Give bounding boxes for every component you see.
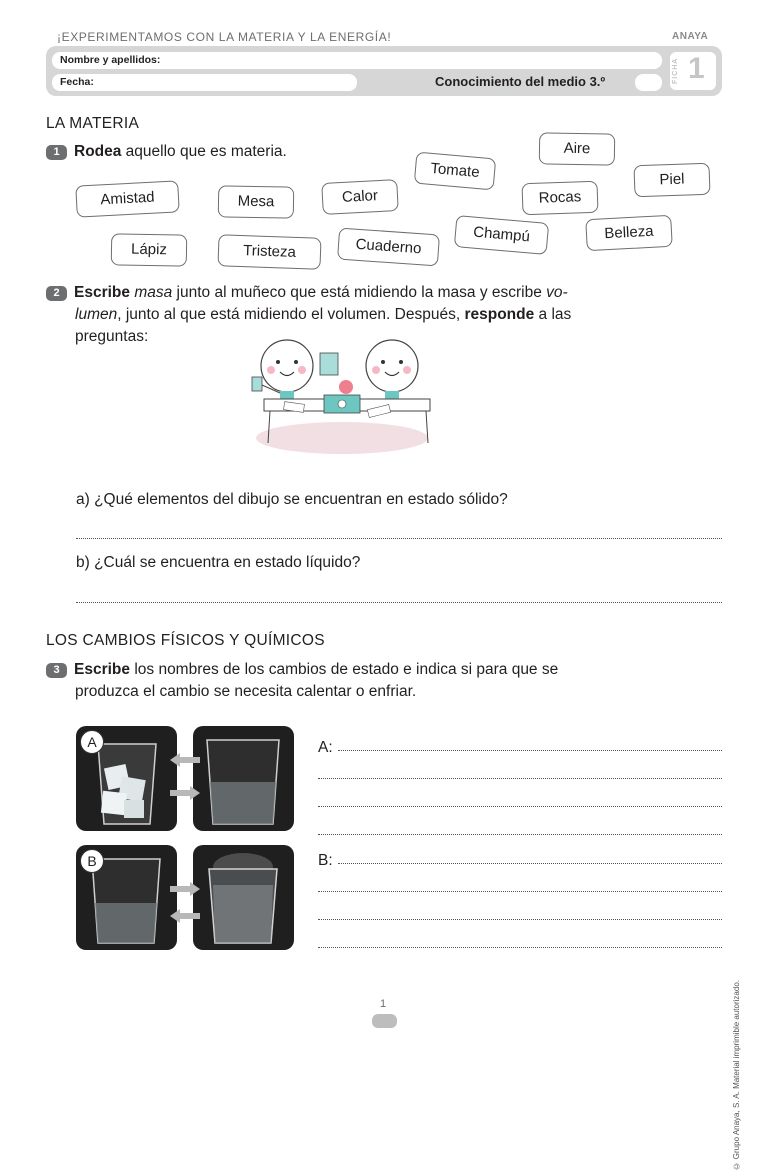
word-tag[interactable]: Calor (321, 179, 399, 215)
instruction-text: , junto al que está midiendo el volumen. Después, (117, 306, 465, 323)
vapor (213, 885, 273, 943)
photo-label-b: B (80, 849, 104, 873)
word-tag[interactable]: Tomate (414, 152, 496, 191)
exercise-number-badge: 1 (46, 145, 67, 160)
cheek (403, 366, 411, 374)
answer-line-a3[interactable] (318, 806, 722, 807)
word-tag[interactable]: Champú (454, 215, 549, 255)
arrow-right-icon (170, 786, 200, 800)
instruction-line (46, 304, 626, 326)
arrow-left-icon (170, 753, 200, 767)
answer-line-a4[interactable] (318, 834, 722, 835)
instruction-verb: Escribe (74, 661, 131, 678)
word-tag[interactable]: Cuaderno (337, 228, 440, 267)
instruction-text: junto al muñeco que está midiendo la masa y escribe (172, 284, 547, 301)
word-tag[interactable]: Amistad (75, 180, 180, 217)
ficha-label: FICHA (672, 58, 679, 84)
instruction-line (46, 659, 646, 681)
exercise-1-instruction (46, 141, 287, 163)
date-label: Fecha: (60, 76, 94, 88)
eye (399, 360, 403, 364)
page-tab (372, 1014, 397, 1028)
question-b: b) ¿Cuál se encuentra en estado líquido? (76, 554, 361, 571)
instruction-italic: lumen (75, 306, 118, 323)
word-tag[interactable]: Lápiz (111, 233, 188, 266)
word-tag[interactable]: Tristeza (217, 234, 321, 270)
exercise-number-badge: 2 (46, 286, 67, 301)
ice-cube (101, 791, 127, 815)
grade-box (635, 74, 662, 91)
instruction-italic: masa (134, 284, 173, 301)
arrow-right-icon (170, 882, 200, 896)
apple-icon (339, 380, 353, 394)
instruction-verb: responde (464, 306, 535, 323)
subject-label: Conocimiento del medio 3.º (435, 74, 606, 89)
instruction-verb: Escribe (74, 284, 131, 301)
answer-line-b4[interactable] (318, 947, 722, 948)
instruction-line (46, 282, 626, 304)
question-a: a) ¿Qué elementos del dibujo se encuentran en estado sólido? (76, 491, 508, 508)
water (210, 782, 276, 824)
steam-glass-icon (193, 845, 294, 950)
word-tag[interactable]: Mesa (218, 185, 295, 218)
ficha-number: 1 (688, 52, 705, 85)
instruction-text: los nombres de los cambios de estado e indica si para que se (130, 661, 559, 678)
word-tag[interactable]: Rocas (521, 181, 598, 216)
answer-line-a2[interactable] (318, 778, 722, 779)
word-tag[interactable]: Aire (539, 132, 616, 165)
answer-line-b[interactable] (76, 602, 722, 603)
scale-dial (338, 400, 346, 408)
answer-line-b3[interactable] (318, 919, 722, 920)
answer-line-b1[interactable] (338, 863, 722, 864)
section-title-cambios: LOS CAMBIOS FÍSICOS Y QUÍMICOS (46, 632, 325, 649)
eye (381, 360, 385, 364)
exercise-number-badge: 3 (46, 663, 67, 678)
floor-shadow (256, 422, 428, 454)
instruction-verb: Rodea (74, 143, 122, 160)
instruction-line: produzca el cambio se necesita calentar o enfriar. (75, 683, 417, 700)
answer-label-a: A: (318, 739, 333, 756)
arrow-left-icon (170, 909, 200, 923)
eye (276, 360, 280, 364)
cheek (372, 366, 380, 374)
page-number: 1 (380, 998, 387, 1010)
kid-right-head (366, 340, 418, 392)
answer-line-a[interactable] (76, 538, 722, 539)
worksheet-unit-title: ¡EXPERIMENTAMOS CON LA MATERIA Y LA ENERGÍA! (57, 30, 392, 44)
word-tag[interactable]: Belleza (585, 215, 673, 251)
copyright-credit: © Grupo Anaya, S. A. Material imprimible autorizado. (732, 980, 741, 1170)
date-field[interactable] (52, 74, 357, 91)
eye (294, 360, 298, 364)
water-glass-icon (193, 726, 294, 831)
water (95, 903, 157, 943)
photo-label-a: A (80, 730, 104, 754)
instruction-line: preguntas: (75, 328, 149, 345)
answer-label-b: B: (318, 852, 333, 869)
answer-line-a1[interactable] (338, 750, 722, 751)
name-field[interactable] (52, 52, 662, 69)
glass-icon (252, 377, 262, 391)
instruction-text: a las (534, 306, 572, 323)
kid-left-head (261, 340, 313, 392)
publisher-logo: ANAYA (672, 31, 709, 42)
measuring-jug-icon (320, 353, 338, 375)
instruction-italic: vo- (546, 284, 568, 301)
name-label: Nombre y apellidos: (60, 54, 161, 66)
photo-steam-glass (193, 845, 294, 950)
photo-water-glass (193, 726, 294, 831)
cheek (298, 366, 306, 374)
cheek (267, 366, 275, 374)
answer-line-b2[interactable] (318, 891, 722, 892)
instruction-text: aquello que es materia. (121, 143, 287, 160)
word-tag[interactable]: Piel (633, 163, 710, 198)
section-title-materia: LA MATERIA (46, 115, 140, 132)
exercise-3-instruction (46, 659, 646, 703)
ice-cube (124, 800, 144, 818)
kids-measuring-illustration (244, 335, 440, 460)
